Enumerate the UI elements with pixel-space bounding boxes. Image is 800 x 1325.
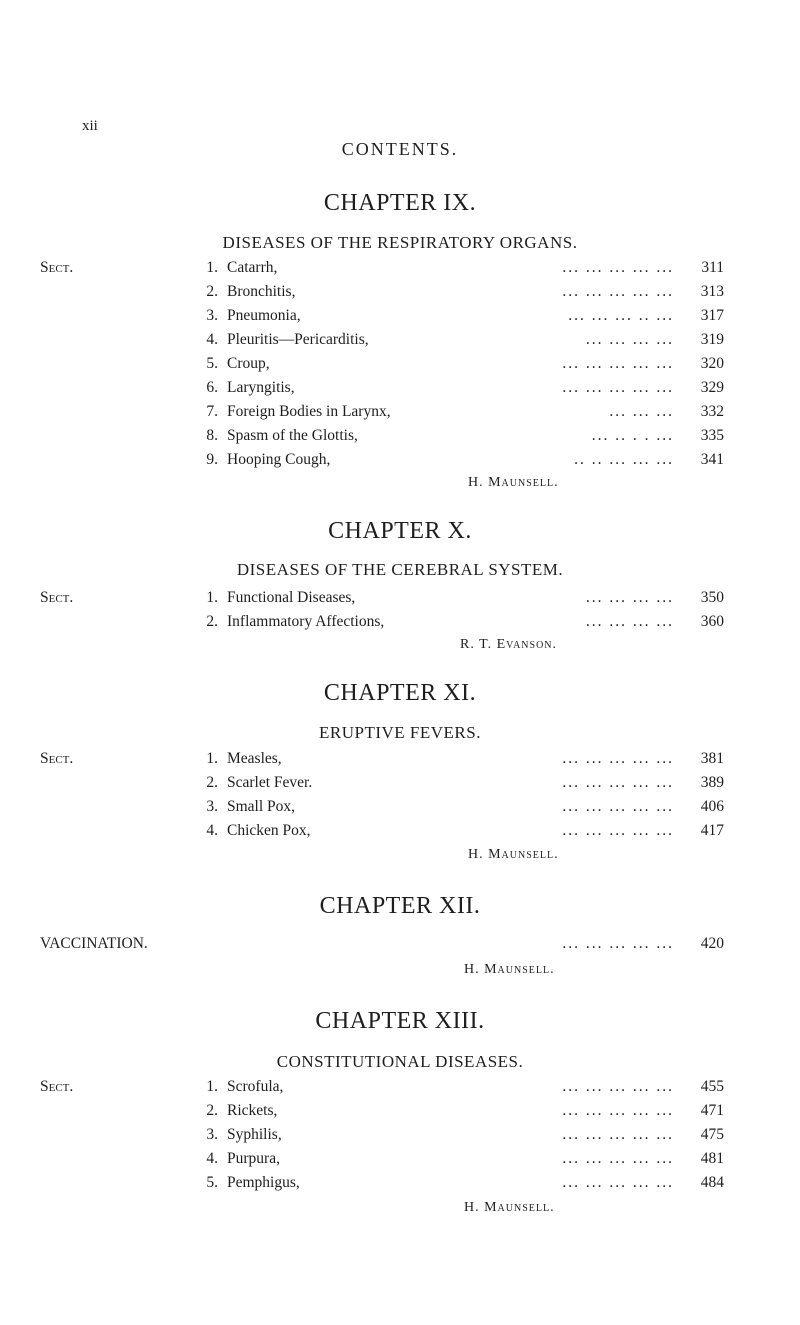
leader-dots: ... ... ... .. ... <box>568 307 674 324</box>
entry-title: Scrofula, <box>227 1078 284 1095</box>
entry-page: 311 <box>701 259 724 276</box>
leader-dots: ... ... ... ... ... <box>562 1126 674 1143</box>
toc-entry <box>40 403 740 426</box>
entry-number: 3. <box>206 307 218 324</box>
chapter-heading: CHAPTER IX. <box>323 190 477 216</box>
entry-title: Purpura, <box>227 1150 280 1167</box>
toc-entry <box>40 1174 740 1197</box>
toc-entry <box>40 355 740 378</box>
leader-dots: ... ... ... ... <box>585 589 674 606</box>
entry-title: Croup, <box>227 355 270 372</box>
toc-entry <box>40 259 740 282</box>
toc-entry <box>40 1102 740 1125</box>
leader-dots: ... ... ... ... ... <box>562 1174 674 1191</box>
author-attribution: R. T. Evanson. <box>460 637 558 652</box>
entry-page: 381 <box>700 750 724 767</box>
leader-dots: ... ... ... <box>609 403 674 420</box>
entry-title: Syphilis, <box>227 1126 282 1143</box>
entry-page: 360 <box>700 613 724 630</box>
chapter-subject: DISEASES OF THE RESPIRATORY ORGANS. <box>222 233 578 252</box>
entry-number: 5. <box>206 355 218 372</box>
author-attribution: H. Maunsell. <box>464 1200 555 1215</box>
toc-entry <box>40 822 740 845</box>
entry-number: 2. <box>206 283 218 300</box>
leader-dots: ... ... ... ... ... <box>562 822 674 839</box>
entry-title: Catarrh, <box>227 259 278 276</box>
entry-page: 389 <box>700 774 724 791</box>
sect-label: Sect. <box>40 589 74 606</box>
entry-number: 8. <box>206 427 218 444</box>
entry-title: Laryngitis, <box>227 379 295 396</box>
entry-title: VACCINATION. <box>40 935 148 952</box>
entry-page: 320 <box>700 355 724 372</box>
toc-entry <box>40 935 740 958</box>
leader-dots: ... ... ... ... ... <box>562 1102 674 1119</box>
chapter-subject: ERUPTIVE FEVERS. <box>319 723 481 742</box>
entry-title: Hooping Cough, <box>227 451 331 468</box>
entry-number: 4. <box>206 331 218 348</box>
entry-page: 417 <box>700 822 724 839</box>
leader-dots: ... ... ... ... ... <box>562 1150 674 1167</box>
leader-dots: ... ... ... ... ... <box>562 379 674 396</box>
entry-title: Pleuritis—Pericarditis, <box>227 331 369 348</box>
sect-label: Sect. <box>40 1078 74 1095</box>
entry-page: 455 <box>700 1078 724 1095</box>
entry-title: Rickets, <box>227 1102 278 1119</box>
chapter-subject: DISEASES OF THE CEREBRAL SYSTEM. <box>236 560 564 579</box>
entry-page: 475 <box>700 1126 724 1143</box>
entry-number: 3. <box>206 798 218 815</box>
toc-entry <box>40 1126 740 1149</box>
toc-entry <box>40 427 740 450</box>
entry-page: 406 <box>700 798 724 815</box>
running-head: CONTENTS. <box>341 139 459 159</box>
toc-entry <box>40 589 740 612</box>
toc-entry <box>40 1078 740 1101</box>
toc-entry <box>40 451 740 474</box>
chapter-heading: CHAPTER X. <box>328 518 472 544</box>
entry-title: Spasm of the Glottis, <box>227 427 358 444</box>
leader-dots: ... ... ... ... ... <box>562 283 674 300</box>
author-attribution: H. Maunsell. <box>468 847 559 862</box>
leader-dots: ... ... ... ... ... <box>562 1078 674 1095</box>
toc-entry <box>40 1150 740 1173</box>
entry-page: 317 <box>700 307 724 324</box>
toc-entry <box>40 331 740 354</box>
toc-entry <box>40 774 740 797</box>
toc-entry <box>40 798 740 821</box>
chapter-heading: CHAPTER XIII. <box>315 1008 485 1034</box>
chapter-heading: CHAPTER XI. <box>323 680 477 706</box>
entry-page: 471 <box>700 1102 724 1119</box>
leader-dots: ... ... ... ... ... <box>562 355 674 372</box>
entry-title: Pemphigus, <box>227 1174 300 1191</box>
entry-number: 5. <box>206 1174 218 1191</box>
entry-page: 484 <box>700 1174 724 1191</box>
author-attribution: H. Maunsell. <box>464 962 555 977</box>
leader-dots: ... ... ... ... ... <box>562 935 674 952</box>
entry-title: Chicken Pox, <box>227 822 311 839</box>
entry-page: 341 <box>700 451 724 468</box>
entry-number: 2. <box>206 613 218 630</box>
entry-page: 319 <box>700 331 724 348</box>
chapter-subject: CONSTITUTIONAL DISEASES. <box>276 1052 524 1071</box>
entry-title: Functional Diseases, <box>227 589 356 606</box>
leader-dots: ... ... ... ... <box>585 331 674 348</box>
leader-dots: ... ... ... ... ... <box>562 774 674 791</box>
entry-number: 9. <box>206 451 218 468</box>
toc-entry <box>40 307 740 330</box>
sect-label: Sect. <box>40 259 74 276</box>
page-number: xii <box>82 118 98 134</box>
leader-dots: ... ... ... ... ... <box>562 798 674 815</box>
toc-entry <box>40 750 740 773</box>
entry-title: Inflammatory Affections, <box>227 613 385 630</box>
entry-page: 350 <box>700 589 724 606</box>
entry-number: 1. <box>206 1078 218 1095</box>
entry-title: Foreign Bodies in Larynx, <box>227 403 391 420</box>
entry-number: 1. <box>206 589 218 606</box>
entry-number: 1. <box>206 259 218 276</box>
entry-number: 1. <box>206 750 218 767</box>
entry-number: 3. <box>206 1126 218 1143</box>
chapter-heading: CHAPTER XII. <box>319 893 481 919</box>
entry-title: Bronchitis, <box>227 283 296 300</box>
entry-number: 2. <box>206 1102 218 1119</box>
entry-page: 332 <box>700 403 724 420</box>
entry-number: 7. <box>206 403 218 420</box>
leader-dots: ... ... ... ... ... <box>562 259 674 276</box>
entry-title: Measles, <box>227 750 282 767</box>
toc-entry <box>40 379 740 402</box>
leader-dots: .. .. ... ... ... <box>574 451 674 468</box>
entry-title: Scarlet Fever. <box>227 774 313 791</box>
entry-page: 420 <box>700 935 724 952</box>
entry-title: Small Pox, <box>227 798 296 815</box>
leader-dots: ... ... ... ... <box>585 613 674 630</box>
entry-page: 481 <box>700 1150 724 1167</box>
toc-entry <box>40 613 740 636</box>
entry-number: 4. <box>206 1150 218 1167</box>
entry-number: 4. <box>206 822 218 839</box>
author-attribution: H. Maunsell. <box>468 475 559 490</box>
entry-page: 313 <box>700 283 724 300</box>
leader-dots: ... .. . . ... <box>591 427 674 444</box>
entry-number: 2. <box>206 774 218 791</box>
entry-number: 6. <box>206 379 218 396</box>
entry-page: 329 <box>700 379 724 396</box>
toc-entry <box>40 283 740 306</box>
entry-page: 335 <box>700 427 724 444</box>
sect-label: Sect. <box>40 750 74 767</box>
leader-dots: ... ... ... ... ... <box>562 750 674 767</box>
entry-title: Pneumonia, <box>227 307 301 324</box>
